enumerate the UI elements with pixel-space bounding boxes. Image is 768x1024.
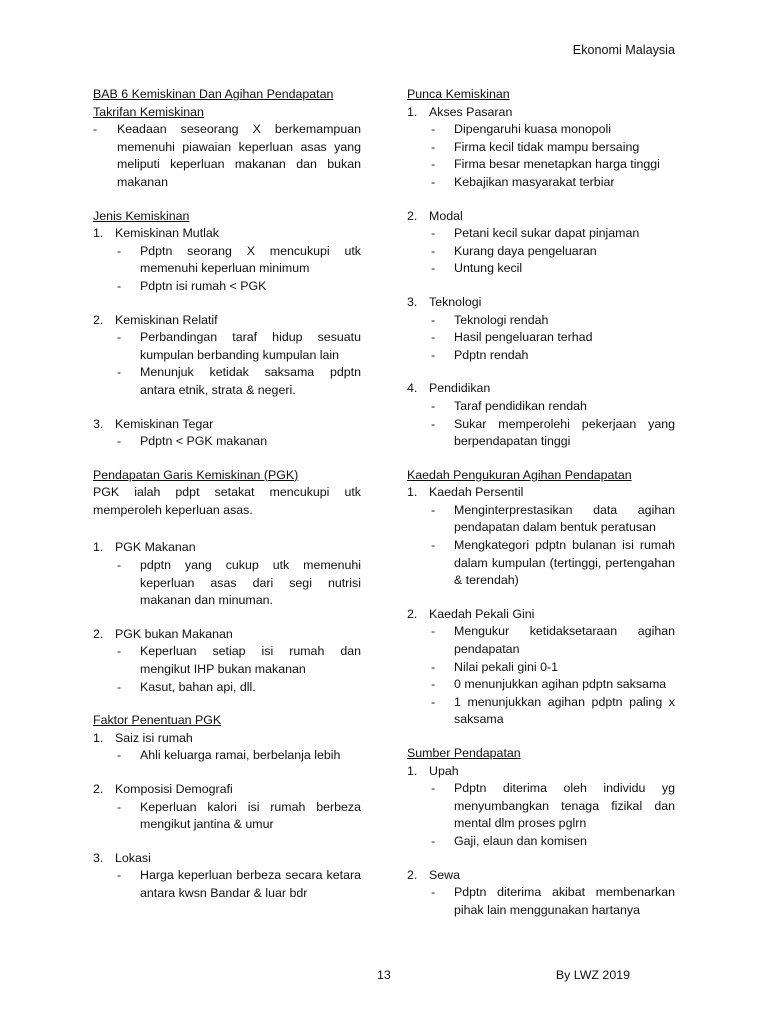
list-item: - Keperluan setiap isi rumah dan mengikut IHP bukan makanan (93, 643, 361, 678)
page-header-title: Ekonomi Malaysia (572, 43, 675, 57)
jenis-group-2 (93, 312, 361, 330)
punca-group-3 (407, 294, 675, 312)
faktor-list-1 (93, 747, 361, 765)
item-number: 1. (407, 763, 418, 778)
item-number: 3. (407, 294, 418, 309)
faktor-group-3 (93, 850, 361, 868)
punca-group-1 (407, 104, 675, 122)
punca-list-4 (407, 398, 675, 451)
punca-list-1 (407, 121, 675, 191)
item-number: 2. (93, 312, 104, 327)
list-item: - Firma besar menetapkan harga tinggi (407, 156, 675, 174)
pgk-list-1 (93, 557, 361, 610)
chapter-title: BAB 6 Kemiskinan Dan Agihan Pendapatan (93, 87, 334, 101)
faktor-list-2 (93, 799, 361, 834)
item-number: 4. (407, 381, 418, 396)
list-item: - Perbandingan taraf hidup sesuatu kumpulan berbanding kumpulan lain (93, 329, 361, 364)
group-title: Kemiskinan Mutlak (115, 226, 219, 241)
group-title: Kemiskinan Relatif (115, 312, 218, 327)
right-column (407, 86, 675, 919)
item-number: 3. (93, 416, 104, 431)
group-title: Teknologi (429, 294, 482, 309)
list-item: - Menunjuk ketidak saksama pdptn antara etnik, strata & negeri. (93, 364, 361, 399)
list-item: - Ahli keluarga ramai, berbelanja lebih (93, 747, 361, 765)
faktor-group-2 (93, 781, 361, 799)
list-item: - Keperluan kalori isi rumah berbeza mengikut jantina & umur (93, 799, 361, 834)
list-item: - Pdptn isi rumah < PGK (93, 278, 361, 296)
group-title: Komposisi Demografi (115, 782, 233, 796)
group-title: PGK Makanan (115, 540, 196, 555)
list-item: - Kasut, bahan api, dll. (93, 679, 361, 697)
pgk-group-1 (93, 539, 361, 557)
group-title: Lokasi (115, 850, 151, 865)
pgk-list-2 (93, 643, 361, 696)
jenis-title: Jenis Kemiskinan (93, 208, 190, 223)
list-item: - Untung kecil (407, 260, 675, 278)
list-item: - Kurang daya pengeluaran (407, 243, 675, 261)
punca-title: Punca Kemiskinan (407, 87, 510, 101)
item-number: 1. (93, 226, 104, 241)
list-item: - Hasil pengeluaran terhad (407, 329, 675, 347)
list-item: - Petani kecil sukar dapat pinjaman (407, 225, 675, 243)
kaedah-list-2 (407, 623, 675, 729)
pgk-group-2 (93, 626, 361, 644)
kaedah-group-1 (407, 484, 675, 502)
faktor-title: Faktor Penentuan PGK (93, 713, 222, 728)
list-item: - Harga keperluan berbeza secara ketara antara kwsn Bandar & luar bdr (93, 867, 361, 902)
item-number: 2. (93, 626, 104, 641)
left-column (93, 86, 361, 903)
faktor-list-3 (93, 867, 361, 902)
list-item: - Pdptn rendah (407, 347, 675, 365)
punca-group-4 (407, 380, 675, 398)
sumber-list-1 (407, 780, 675, 850)
group-title: PGK bukan Makanan (115, 626, 233, 641)
list-item: - Gaji, elaun dan komisen (407, 833, 675, 851)
list-item: - 1 menunjukkan agihan pdptn paling x saksama (407, 694, 675, 729)
item-number: 1. (93, 540, 104, 555)
takrifan-title: Takrifan Kemiskinan (93, 104, 204, 119)
jenis-list-1 (93, 243, 361, 296)
list-item: - pdptn yang cukup utk memenuhi keperluan asas dari segi nutrisi makanan dan minuman. (93, 557, 361, 610)
list-item: - Sukar memperolehi pekerjaan yang berpendapatan tinggi (407, 416, 675, 451)
group-title: Saiz isi rumah (115, 730, 193, 745)
item-number: 2. (93, 782, 104, 796)
list-item: - Dipengaruhi kuasa monopoli (407, 121, 675, 139)
jenis-list-2 (93, 329, 361, 399)
list-item: - Nilai pekali gini 0-1 (407, 659, 675, 677)
group-title: Upah (429, 763, 459, 778)
sumber-title: Sumber Pendapatan (407, 746, 521, 760)
item-number: 3. (93, 850, 104, 865)
list-item: - Pdptn seorang X mencukupi utk memenuhi keperluan minimum (93, 243, 361, 278)
item-number: 1. (407, 485, 418, 500)
jenis-list-3 (93, 433, 361, 451)
group-title: Modal (429, 208, 463, 223)
jenis-group-1 (93, 225, 361, 243)
kaedah-list-1 (407, 502, 675, 590)
list-item: - Keadaan seseorang X berkemampuan memenuhi piawaian keperluan asas yang meliputi keperluan makanan dan bukan makanan (93, 121, 361, 191)
pgk-intro: PGK ialah pdpt setakat mencukupi utk memperoleh keperluan asas. (93, 485, 361, 517)
sumber-group-2 (407, 867, 675, 885)
list-item: - Taraf pendidikan rendah (407, 398, 675, 416)
jenis-group-3 (93, 416, 361, 434)
sumber-list-2 (407, 884, 675, 919)
pgk-title: Pendapatan Garis Kemiskinan (PGK) (93, 467, 299, 482)
list-item: - Mengukur ketidaksetaraan agihan pendapatan (407, 623, 675, 658)
group-title: Kaedah Pekali Gini (429, 606, 535, 621)
page-number: 13 (377, 968, 391, 982)
list-item: - Kebajikan masyarakat terbiar (407, 174, 675, 192)
group-title: Pendidikan (429, 381, 491, 396)
list-item: - 0 menunjukkan agihan pdptn saksama (407, 676, 675, 694)
kaedah-title: Kaedah Pengukuran Agihan Pendapatan (407, 467, 632, 482)
punca-list-3 (407, 312, 675, 365)
list-item: - Teknologi rendah (407, 312, 675, 330)
punca-group-2 (407, 208, 675, 226)
list-item: - Firma kecil tidak mampu bersaing (407, 139, 675, 157)
list-item: - Pdptn diterima oleh individu yg menyumbangkan tenaga fizikal dan mental dlm proses pglrn (407, 780, 675, 833)
group-title: Kaedah Persentil (429, 485, 524, 500)
takrifan-list (93, 121, 361, 191)
list-item: - Mengkategori pdptn bulanan isi rumah dalam kumpulan (tertinggi, pertengahan & terendah) (407, 537, 675, 590)
group-title: Kemiskinan Tegar (115, 416, 214, 431)
list-item: - Pdptn < PGK makanan (93, 433, 361, 451)
group-title: Akses Pasaran (429, 104, 513, 119)
sumber-group-1 (407, 763, 675, 781)
item-number: 2. (407, 867, 418, 882)
item-number: 2. (407, 208, 418, 223)
kaedah-group-2 (407, 606, 675, 624)
faktor-group-1 (93, 730, 361, 748)
item-number: 1. (93, 730, 104, 745)
list-item: - Pdptn diterima akibat membenarkan pihak lain menggunakan hartanya (407, 884, 675, 919)
footer-author: By LWZ 2019 (555, 968, 630, 982)
list-item: - Menginterprestasikan data agihan pendapatan dalam bentuk peratusan (407, 502, 675, 537)
punca-list-2 (407, 225, 675, 278)
item-number: 1. (407, 104, 418, 119)
item-number: 2. (407, 606, 418, 621)
group-title: Sewa (429, 867, 460, 882)
